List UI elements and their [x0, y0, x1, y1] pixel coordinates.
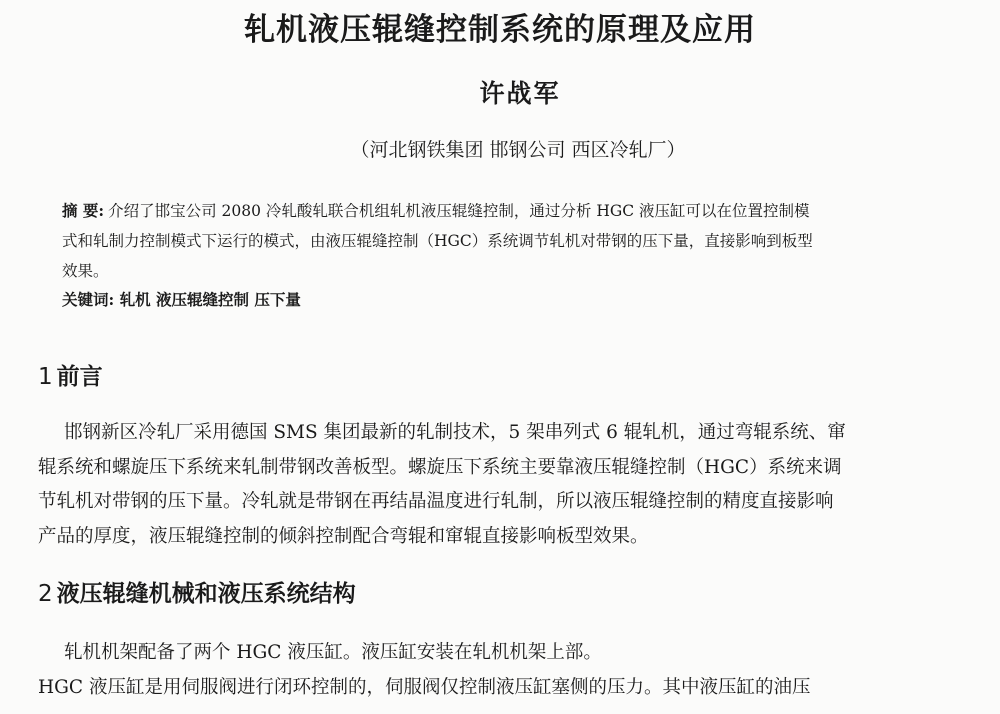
paragraph-line: 邯钢新区冷轧厂采用德国 SMS 集团最新的轧制技术，5 架串列式 6 辊轧机，通过弯辊系统、窜: [64, 422, 846, 443]
author-affiliation: （河北钢铁集团 邯钢公司 西区冷轧厂）: [350, 139, 686, 161]
abstract-line: 式和轧制力控制模式下运行的模式，由液压辊缝控制（HGC）系统调节轧机对带钢的压下量，直接影响到板型: [62, 232, 813, 250]
abstract: [62, 196, 970, 286]
section-2-paragraph: [38, 636, 976, 705]
paragraph-line: HGC 液压缸是用伺服阀进行闭环控制的，伺服阀仅控制液压缸塞侧的压力。其中液压缸的油压: [38, 676, 811, 698]
abstract-line: 效果。: [62, 262, 109, 280]
abstract-label: 摘 要:: [62, 201, 105, 220]
paragraph-line: 轧机机架配备了两个 HGC 液压缸。液压缸安装在轧机机架上部。: [64, 642, 602, 663]
section-heading-1: [38, 358, 103, 391]
section-title: 前言: [56, 364, 103, 390]
section-title: 液压辊缝机械和液压系统结构: [56, 581, 356, 607]
section-1-paragraph: [38, 416, 976, 554]
paragraph-line: 产品的厚度，液压辊缝控制的倾斜控制配合弯辊和窜辊直接影响板型效果。: [38, 525, 649, 547]
abstract-line: 介绍了邯宝公司 2080 冷轧酸轧联合机组轧机液压辊缝控制，通过分析 HGC 液压缸可以在位置控制模: [108, 202, 810, 220]
paragraph-line: 辊系统和螺旋压下系统来轧制带钢改善板型。螺旋压下系统主要靠液压辊缝控制（HGC）系统来调: [38, 456, 842, 478]
author-name: 许战军: [479, 79, 561, 108]
paper-title: 轧机液压辊缝控制系统的原理及应用: [244, 12, 756, 48]
section-heading-2: [38, 575, 356, 608]
section-number: 2: [38, 581, 53, 607]
keywords: 关键词: 轧机 液压辊缝控制 压下量: [62, 290, 301, 309]
section-number: 1: [38, 364, 53, 390]
paragraph-line: 节轧机对带钢的压下量。冷轧就是带钢在再结晶温度进行轧制，所以液压辊缝控制的精度直接影响: [38, 491, 834, 512]
